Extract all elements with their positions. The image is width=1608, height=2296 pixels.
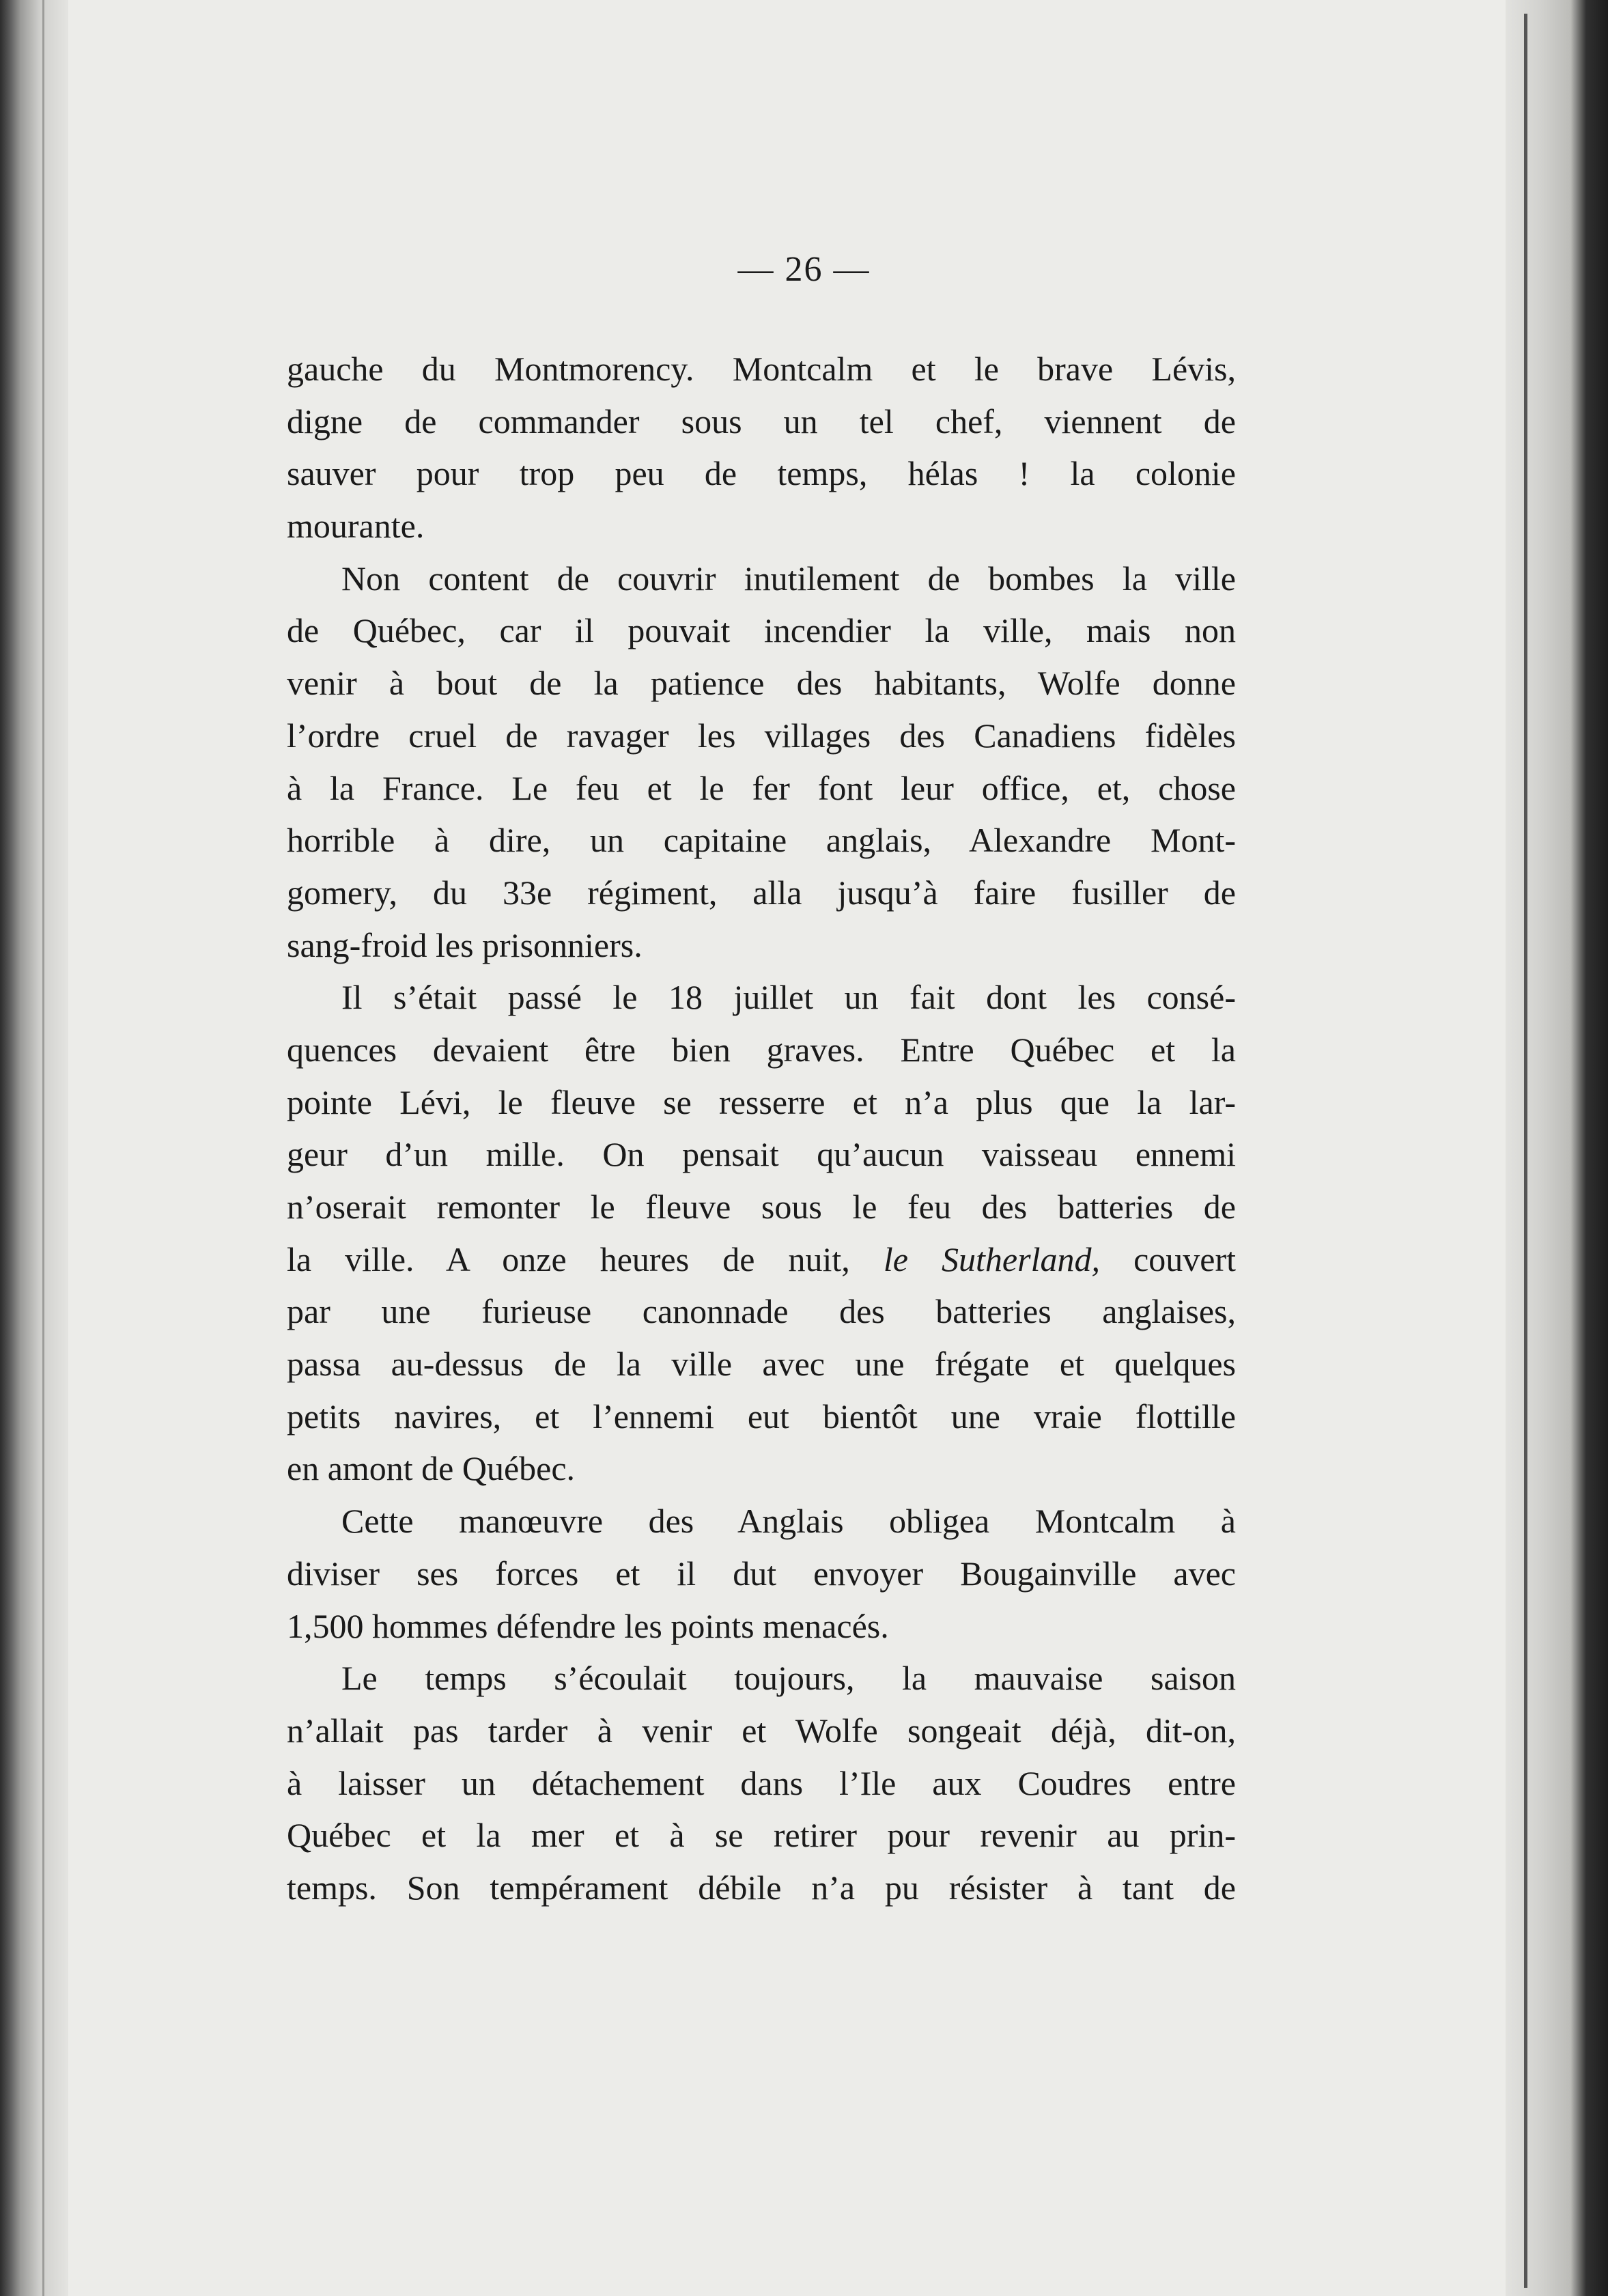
ship-name: le Sutherland, — [883, 1240, 1100, 1278]
text-line: petits navires, et l’ennemi eut bientôt une vraie flottille — [287, 1397, 1236, 1436]
text-line: gauche du Montmorency. Montcalm et le brave Lévis, — [287, 350, 1236, 388]
text-line: digne de commander sous un tel chef, viennent de — [287, 402, 1236, 440]
text-line: gomery, du 33e régiment, alla jusqu’à faire fusiller de — [287, 873, 1236, 912]
text-line: Cette manœuvre des Anglais obligea Montcalm à — [341, 1502, 1236, 1541]
text-line: Le temps s’écoulait toujours, la mauvaise saison — [341, 1659, 1236, 1698]
text-line: geur d’un mille. On pensait qu’aucun vaisseau ennemi — [287, 1135, 1236, 1174]
left-page-border — [42, 0, 44, 2296]
right-binding-edge — [1506, 0, 1608, 2296]
text-line: Québec et la mer et à se retirer pour revenir au prin- — [287, 1816, 1236, 1855]
text-line: sang-froid les prisonniers. — [287, 925, 643, 964]
left-binding-edge — [0, 0, 68, 2296]
text-line: n’allait pas tarder à venir et Wolfe songeait déjà, dit-on, — [287, 1711, 1236, 1750]
text-line: venir à bout de la patience des habitants, Wolfe donne — [287, 664, 1236, 703]
text-line: Il s’était passé le 18 juillet un fait dont les consé- — [341, 978, 1236, 1017]
text-line: mourante. — [287, 507, 425, 546]
page-number: — 26 — — [737, 250, 871, 289]
text-segment: couvert — [1133, 1240, 1236, 1278]
text-line: Non content de couvrir inutilement de bombes la ville — [341, 559, 1236, 598]
text-line: temps. Son tempérament débile n’a pu résister à tant de — [287, 1868, 1236, 1907]
text-line: à laisser un détachement dans l’Ile aux Coudres entre — [287, 1763, 1236, 1802]
text-segment: la ville. A onze heures de nuit, — [287, 1240, 850, 1278]
text-line: à la France. Le feu et le fer font leur office, et, chose — [287, 768, 1236, 807]
text-line: de Québec, car il pouvait incendier la ville, mais non — [287, 611, 1236, 650]
text-line: 1,500 hommes défendre les points menacés. — [287, 1606, 889, 1645]
right-page-border — [1524, 14, 1527, 2288]
text-line — [287, 1233, 1236, 1286]
text-line: quences devaient être bien graves. Entre Québec et la — [287, 1030, 1236, 1069]
text-line: en amont de Québec. — [287, 1449, 576, 1488]
text-line: n’oserait remonter le fleuve sous le feu des batteries de — [287, 1188, 1236, 1226]
text-line: pointe Lévi, le fleuve se resserre et n’a plus que la lar- — [287, 1082, 1236, 1121]
text-line: par une furieuse canonnade des batteries anglaises, — [287, 1292, 1236, 1331]
text-line: horrible à dire, un capitaine anglais, Alexandre Mont- — [287, 821, 1236, 860]
text-line: diviser ses forces et il dut envoyer Bougainville avec — [287, 1554, 1236, 1593]
body-text — [287, 343, 1236, 1914]
text-line: sauver pour trop peu de temps, hélas ! la colonie — [287, 454, 1236, 493]
text-line: l’ordre cruel de ravager les villages des Canadiens fidèles — [287, 716, 1236, 755]
text-line: passa au-dessus de la ville avec une frégate et quelques — [287, 1345, 1236, 1384]
